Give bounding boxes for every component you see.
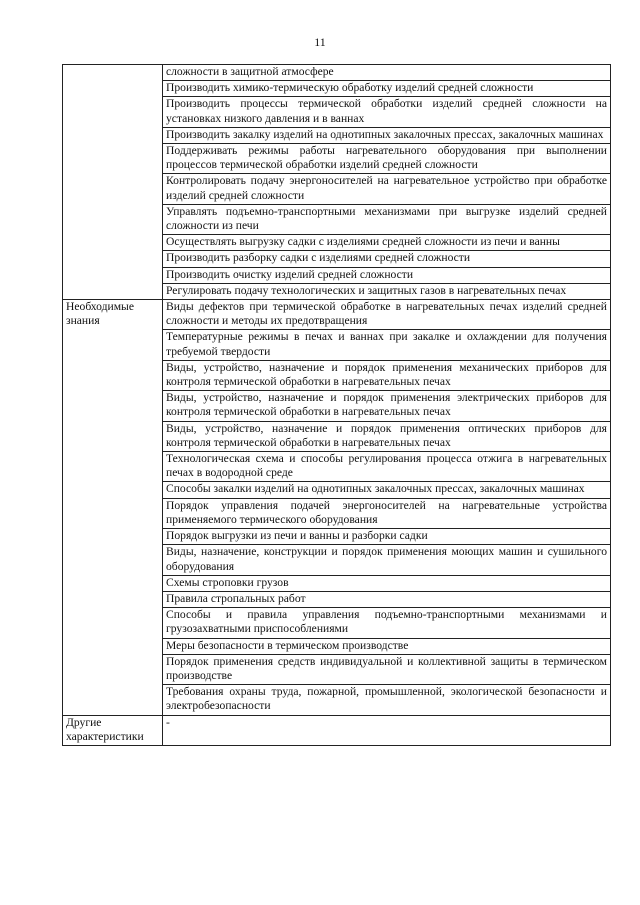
knowledge-item: Виды, назначение, конструкции и порядок применения моющих машин и сушильного оборудования [163,545,611,575]
knowledge-item: Виды, устройство, назначение и порядок применения механических приборов для контроля термической обработки в нагревательных печах [163,360,611,390]
skill-item: Поддерживать режимы работы нагревательного оборудования при выполнении процессов термической обработки изделий средней сложности [163,144,611,174]
skills-label-cell [63,65,163,300]
knowledge-item: Температурные режимы в печах и ваннах при закалке и охлаждении для получения требуемой твердости [163,330,611,360]
knowledge-item: Требования охраны труда, пожарной, промышленной, экологической безопасности и электробезопасности [163,685,611,715]
skill-item: Производить химико-термическую обработку изделий средней сложности [163,81,611,97]
knowledge-item: Виды, устройство, назначение и порядок применения оптических приборов для контроля термической обработки в нагревательных печах [163,421,611,451]
page-number: 11 [314,35,326,49]
knowledge-item: Порядок управления подачей энергоносителей на нагревательные устройства применяемого термического оборудования [163,498,611,528]
knowledge-item: Способы закалки изделий на однотипных закалочных прессах, закалочных машинах [163,482,611,498]
other-label: Другие характеристики [63,715,163,745]
table-row [63,715,611,745]
knowledge-item: Виды дефектов при термической обработке в нагревательных печах изделий средней сложности и методы их предотвращения [163,300,611,330]
knowledge-item: Порядок выгрузки из печи и ванны и разборки садки [163,529,611,545]
knowledge-item: Технологическая схема и способы регулирования процесса отжига в нагревательных печах в водородной среде [163,452,611,482]
other-value: - [163,715,611,745]
skill-item: Управлять подъемно-транспортными механизмами при выгрузке изделий средней сложности из печи [163,204,611,234]
knowledge-item: Схемы строповки грузов [163,575,611,591]
knowledge-label: Необходимые знания [63,300,163,715]
skill-item: Осуществлять выгрузку садки с изделиями средней сложности из печи и ванны [163,235,611,251]
qualification-table [62,64,611,746]
table-row [63,300,611,330]
skill-item: сложности в защитной атмосфере [163,65,611,81]
skill-item: Производить процессы термической обработки изделий средней сложности на установках низкого давления и в ваннах [163,97,611,127]
skill-item: Производить очистку изделий средней сложности [163,267,611,283]
knowledge-item: Виды, устройство, назначение и порядок применения электрических приборов для контроля термической обработки в нагревательных печах [163,391,611,421]
skill-item: Регулировать подачу технологических и защитных газов в нагревательных печах [163,283,611,299]
knowledge-item: Способы и правила управления подъемно-транспортными механизмами и грузозахватными приспособлениями [163,608,611,638]
table-row [63,65,611,81]
skill-item: Производить разборку садки с изделиями средней сложности [163,251,611,267]
knowledge-item: Меры безопасности в термическом производстве [163,638,611,654]
skill-item: Контролировать подачу энергоносителей на нагревательное устройство при обработке изделий средней сложности [163,174,611,204]
knowledge-item: Порядок применения средств индивидуальной и коллективной защиты в термическом производстве [163,654,611,684]
knowledge-item: Правила стропальных работ [163,591,611,607]
skill-item: Производить закалку изделий на однотипных закалочных прессах, закалочных машинах [163,127,611,143]
